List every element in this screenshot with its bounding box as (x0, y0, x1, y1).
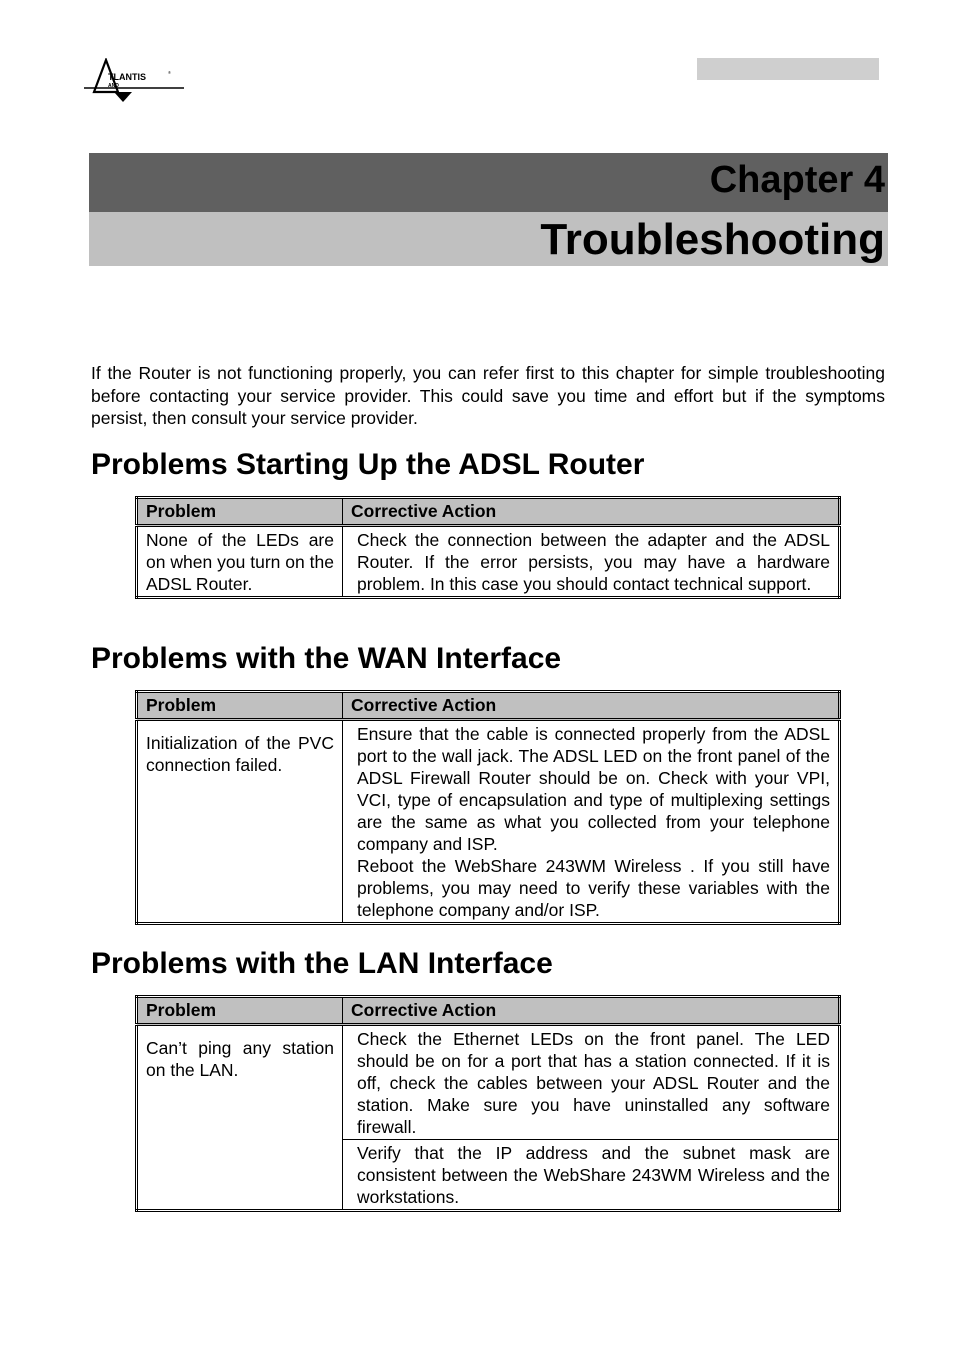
svg-text:®: ® (168, 70, 171, 75)
section-heading-lan: Problems with the LAN Interface (91, 947, 553, 980)
section-heading-startup: Problems Starting Up the ADSL Router (91, 448, 645, 481)
svg-text:TLANTIS: TLANTIS (108, 72, 146, 82)
lan-troubleshooting-table (135, 995, 841, 1212)
action-cell: Verify that the IP address and the subnet mask are consistent between the WebShare 243WM Wireless and the workstations. (343, 1140, 840, 1211)
table-header-row (137, 498, 840, 526)
table-row (137, 526, 840, 598)
section-heading-wan: Problems with the WAN Interface (91, 642, 562, 675)
table-header-row (137, 692, 840, 720)
logo-graphic (84, 58, 188, 104)
column-header-problem: Problem (137, 692, 343, 720)
table-header-row (137, 997, 840, 1025)
chapter-number-band (89, 153, 888, 212)
action-cell: Check the Ethernet LEDs on the front panel. The LED should be on for a port that has a station connected. If it is off, check the cables between your ADSL Router and the station. Make sure you have uninstalled any software firewall. (343, 1025, 840, 1140)
action-paragraph: Ensure that the cable is connected properly from the ADSL port to the wall jack. The ADSL LED on the front panel of the ADSL Firewall Router should be on. Check with your VPI, VCI, type of encapsulation and type of multiplexing settings are the same as what you collected from your telephone company and ISP. (357, 724, 830, 854)
chapter-number: Chapter 4 (709, 159, 885, 201)
problem-cell: Can’t ping any station on the LAN. (137, 1025, 343, 1211)
column-header-corrective-action: Corrective Action (343, 498, 840, 526)
svg-text:AND: AND (108, 83, 119, 89)
column-header-corrective-action: Corrective Action (343, 997, 840, 1025)
column-header-corrective-action: Corrective Action (343, 692, 840, 720)
problem-cell: None of the LEDs are on when you turn on the ADSL Router. (137, 526, 343, 598)
intro-paragraph: If the Router is not functioning properly, you can refer first to this chapter for simple troubleshooting before contacting your service provider. This could save you time and effort but if the symptoms persist, then consult your service provider. (91, 363, 885, 428)
wan-troubleshooting-table (135, 690, 841, 925)
startup-troubleshooting-table (135, 496, 841, 599)
table-row (137, 720, 840, 924)
chapter-title: Troubleshooting (540, 215, 885, 264)
column-header-problem: Problem (137, 997, 343, 1025)
chapter-title-band (89, 212, 888, 266)
header-grey-tab (697, 58, 879, 80)
action-cell: Check the connection between the adapter and the ADSL Router. If the error persists, you may have a hardware problem. In this case you should contact technical support. (343, 526, 840, 598)
action-cell (343, 720, 840, 924)
problem-cell: Initialization of the PVC connection failed. (137, 720, 343, 924)
atlantis-land-logo (84, 58, 188, 104)
table-row (137, 1025, 840, 1140)
action-paragraph: Reboot the WebShare 243WM Wireless . If you still have problems, you may need to verify these variables with the telephone company and/or ISP. (357, 856, 830, 920)
column-header-problem: Problem (137, 498, 343, 526)
